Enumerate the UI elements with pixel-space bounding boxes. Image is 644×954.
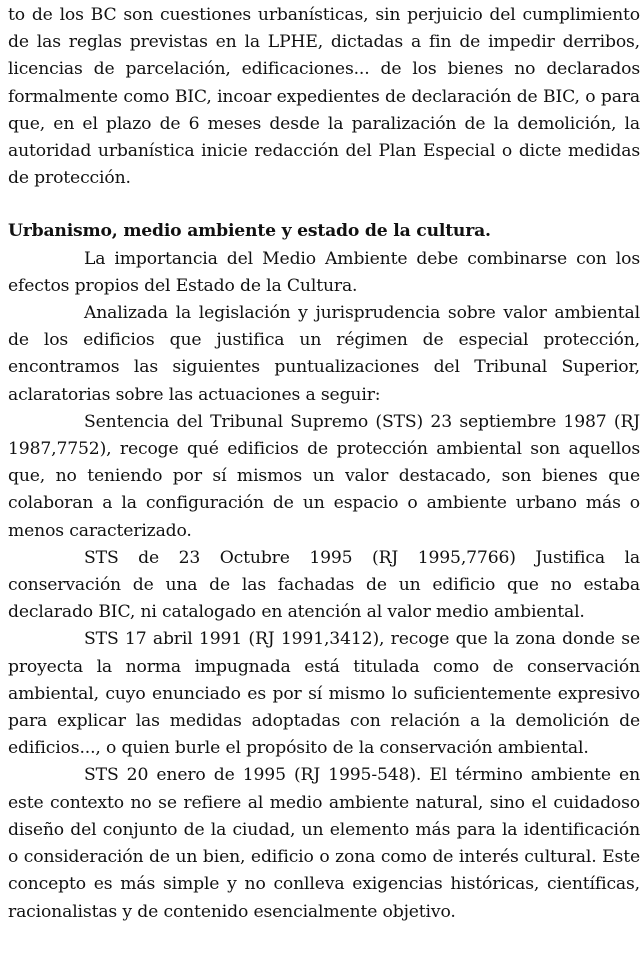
paragraph-sts-1987: Sentencia del Tribunal Supremo (STS) 23 septiembre 1987 (RJ 1987,7752), recoge qué edificios de protección ambiental son aquellos que, no teniendo por sí mismos un valor destacado, son bienes que colaboran a la configuración de un espacio o ambiente urbano más o menos caracterizado.	[8, 411, 640, 541]
paragraph-sts-1991: STS 17 abril 1991 (RJ 1991,3412), recoge que la zona donde se proyecta la norma impugnada está titulada como de conservación ambiental, cuyo enunciado es por sí mismo lo suficientemente expresivo para explicar las medidas adoptadas con relación a la demolición de edificios..., o quien burle el propósito de la conservación ambiental.	[8, 629, 640, 759]
paragraph-sts-jan-1995: STS 20 enero de 1995 (RJ 1995-548). El término ambiente en este contexto no se refiere al medio ambiente natural, sino el cuidadoso diseño del conjunto de la ciudad, un elemento más para la identificación o consideración de un bien, edificio o zona como de interés cultural. Este concepto es más simple y no conlleva exigencias históricas, científicas, racionalistas y de contenido esencialmente objetivo.	[8, 765, 640, 922]
paragraph-intro: La importancia del Medio Ambiente debe combinarse con los efectos propios del Estado de la Cultura.	[8, 248, 640, 296]
paragraph-sts-oct-1995: STS de 23 Octubre 1995 (RJ 1995,7766) Justifica la conservación de una de las fachadas de un edificio que no estaba declarado BIC, ni catalogado en atención al valor medio ambiental.	[8, 547, 640, 623]
paragraph-analysis: Analizada la legislación y jurisprudencia sobre valor ambiental de los edificios que justifica un régimen de especial protección, encontramos las siguientes puntualizaciones del Tribunal Superior, aclaratorias sobre las actuaciones a seguir:	[8, 303, 640, 405]
section-heading: Urbanismo, medio ambiente y estado de la cultura.	[8, 221, 491, 242]
document-page	[8, 2, 640, 926]
paragraph-continuation: to de los BC son cuestiones urbanísticas, sin perjuicio del cumplimiento de las reglas previstas en la LPHE, dictadas a fin de impedir derribos, licencias de parcelación, edificaciones... de los bienes no declarados formalmente como BIC, incoar expedientes de declaración de BIC, o para que, en el plazo de 6 meses desde la paralización de la demolición, la autoridad urbanística inicie redacción del Plan Especial o dicte medidas de protección.	[8, 5, 640, 189]
